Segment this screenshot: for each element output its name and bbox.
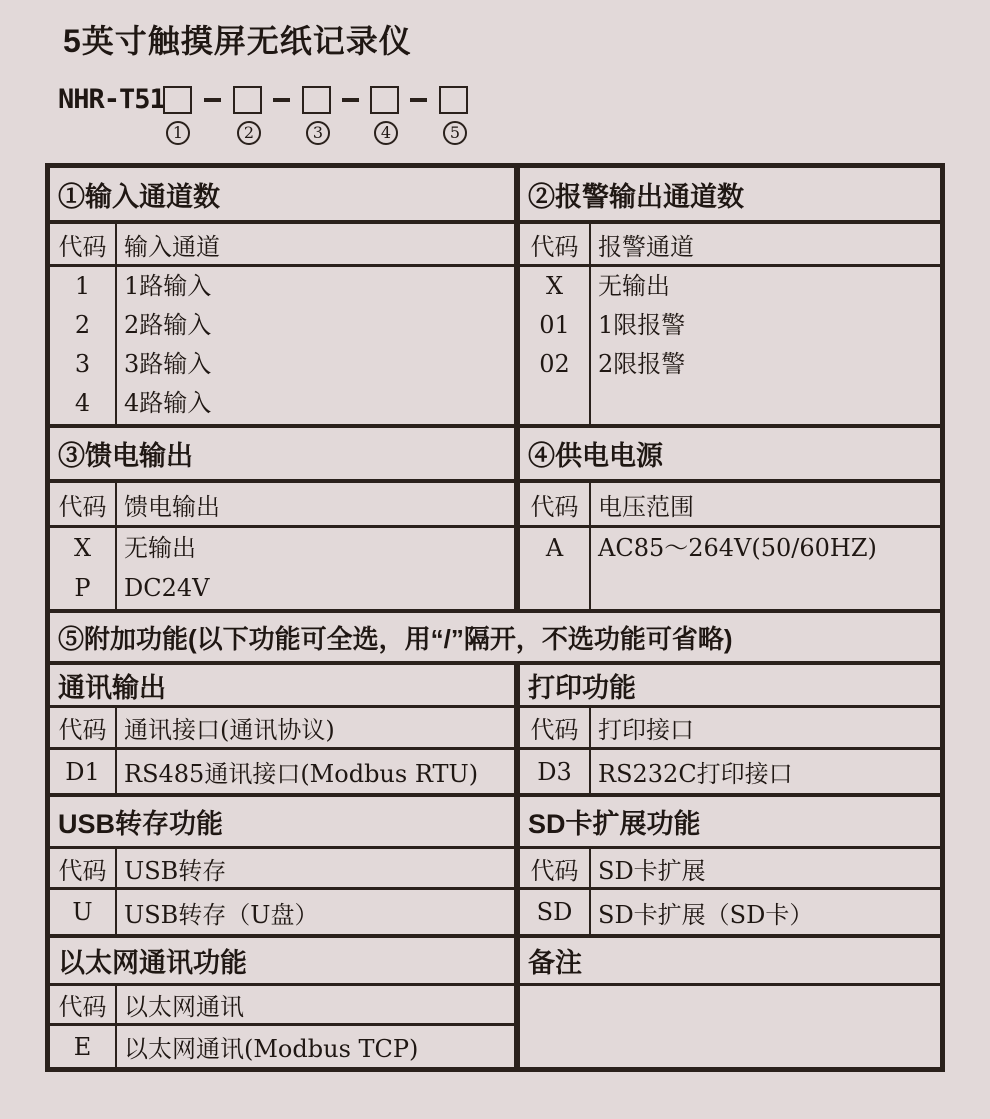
- column-header-code: 代码: [50, 708, 117, 747]
- data-band-5: [50, 1026, 514, 1067]
- desc-value: RS485通讯接口(Modbus RTU): [124, 760, 479, 788]
- title-band-3: [50, 665, 940, 708]
- title-band-4: [50, 797, 940, 849]
- position-circle-3: 3: [306, 121, 330, 145]
- desc-value: USB转存（U盘）: [124, 900, 319, 929]
- model-code-diagram: [0, 0, 990, 160]
- extra-functions-band: [50, 613, 940, 665]
- column-header-code: 代码: [50, 986, 117, 1023]
- data-band-1: [50, 267, 940, 428]
- section-title-print: 打印功能: [528, 672, 636, 703]
- column-header-code: 代码: [50, 849, 117, 887]
- data-band-4: [50, 890, 940, 938]
- model-prefix: NHR-T51: [58, 84, 165, 115]
- code-value: 1: [74, 272, 91, 300]
- section-title-alarm: ②报警输出通道数: [528, 181, 744, 212]
- header-band-1: [50, 224, 940, 267]
- column-header-print: 打印接口: [598, 716, 694, 744]
- model-slot-box-5: [439, 86, 468, 114]
- model-slot-box-4: [370, 86, 399, 114]
- model-slot-box-2: [233, 86, 262, 114]
- desc-value: SD卡扩展（SD卡）: [598, 900, 814, 929]
- desc-value: 1路输入: [124, 272, 212, 300]
- header-band-4: [50, 849, 940, 890]
- column-header-code: 代码: [520, 224, 591, 264]
- section-title-feed: ③馈电输出: [58, 441, 193, 471]
- desc-value: AC85～264V(50/60HZ): [598, 534, 877, 562]
- ordering-table: [45, 163, 945, 1072]
- column-header-comm: 通讯接口(通讯协议): [124, 716, 335, 744]
- model-dash: [273, 98, 290, 102]
- remark-empty-cell: [520, 986, 940, 1067]
- data-band-3: [50, 750, 940, 797]
- desc-value: DC24V: [124, 574, 210, 602]
- title-band-1: [50, 168, 940, 224]
- desc-value: 1限报警: [598, 311, 686, 339]
- code-value: U: [50, 890, 117, 934]
- title-band-2: [50, 428, 940, 483]
- desc-value: RS232C打印接口: [598, 760, 793, 788]
- code-value: E: [50, 1026, 117, 1067]
- model-slot-box-1: [163, 86, 192, 114]
- title-band-5: [50, 938, 514, 986]
- desc-value: 无输出: [124, 534, 196, 562]
- column-header-code: 代码: [50, 224, 117, 264]
- code-value: 2: [74, 311, 91, 339]
- page-title: 5英寸触摸屏无纸记录仪: [63, 23, 412, 59]
- position-circle-1: 1: [166, 121, 190, 145]
- desc-value: 以太网通讯(Modbus TCP): [124, 1035, 419, 1063]
- model-dash: [410, 98, 427, 102]
- code-value: A: [545, 534, 564, 562]
- position-circle-4: 4: [374, 121, 398, 145]
- header-band-3: [50, 708, 940, 750]
- section-title-extra: ⑤附加功能(以下功能可全选，用“/”隔开，不选功能可省略): [58, 623, 733, 654]
- code-value: D3: [520, 750, 591, 793]
- remark-title-row: [520, 938, 940, 986]
- code-value: 3: [74, 350, 91, 378]
- column-header-input: 输入通道: [124, 232, 220, 261]
- column-header-code: 代码: [520, 483, 591, 525]
- column-header-alarm: 报警通道: [598, 232, 694, 261]
- section-title-ethernet: 以太网通讯功能: [58, 948, 247, 978]
- code-value: 01: [539, 311, 570, 339]
- desc-value: 2限报警: [598, 350, 686, 378]
- desc-value: 无输出: [598, 272, 670, 300]
- header-band-5: [50, 986, 514, 1026]
- section-title-input: ①输入通道数: [58, 181, 220, 212]
- section-title-sd: SD卡扩展功能: [528, 809, 701, 839]
- data-band-2: [50, 528, 940, 613]
- column-header-ethernet: 以太网通讯: [124, 993, 244, 1021]
- position-circle-5: 5: [443, 121, 467, 145]
- desc-value: 4路输入: [124, 389, 212, 417]
- column-header-code: 代码: [520, 849, 591, 887]
- column-header-sd: SD卡扩展: [598, 856, 706, 885]
- section-title-comm: 通讯输出: [58, 672, 166, 703]
- model-slot-box-3: [302, 86, 331, 114]
- bottom-block: [50, 938, 940, 1067]
- model-dash: [342, 98, 359, 102]
- code-value: 4: [74, 389, 91, 417]
- header-band-2: [50, 483, 940, 528]
- model-dash: [204, 98, 221, 102]
- column-header-usb: USB转存: [124, 856, 227, 885]
- code-value: D1: [50, 750, 117, 793]
- position-circle-2: 2: [237, 121, 261, 145]
- column-header-code: 代码: [50, 483, 117, 525]
- column-header-code: 代码: [520, 708, 591, 747]
- column-header-feed: 馈电输出: [124, 492, 220, 521]
- code-value: SD: [520, 890, 591, 934]
- code-value: P: [74, 574, 91, 602]
- section-title-power: ④供电电源: [528, 441, 663, 471]
- code-value: X: [73, 534, 92, 562]
- desc-value: 3路输入: [124, 350, 212, 378]
- desc-value: 2路输入: [124, 311, 212, 339]
- code-value: 02: [539, 350, 570, 378]
- section-title-usb: USB转存功能: [58, 809, 224, 839]
- section-title-remark: 备注: [528, 948, 582, 978]
- column-header-power: 电压范围: [598, 492, 694, 521]
- code-value: X: [545, 272, 564, 300]
